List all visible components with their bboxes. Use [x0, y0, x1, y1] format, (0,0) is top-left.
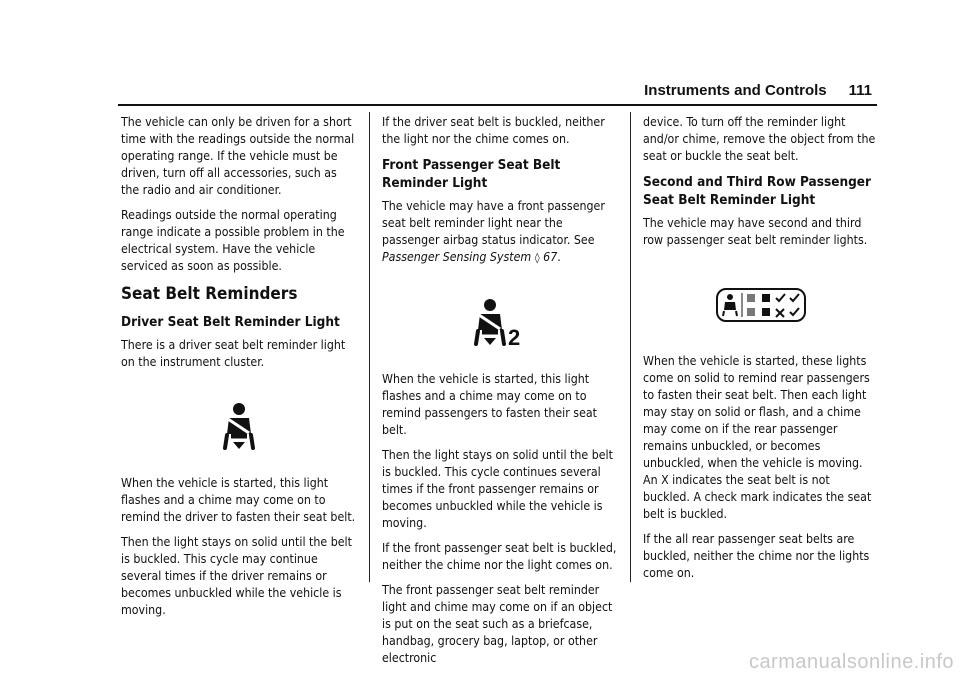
paragraph: The vehicle can only be driven for a short time with the readings outside the normal operating range. If the vehicle must be driven, turn off all accessories, such as the radio and air conditioner. [121, 115, 355, 197]
subsection-heading: Second and Third Row Passenger Seat Belt Reminder Light [643, 174, 872, 208]
paragraph: The vehicle may have second and third row passenger seat belt reminder lights. [643, 216, 868, 247]
subsection-heading: Front Passenger Seat Belt Reminder Light [382, 157, 561, 191]
section-heading: Seat Belt Reminders [121, 284, 298, 304]
column-divider [630, 112, 631, 582]
paragraph: Readings outside the normal operating range indicate a possible problem in the electrical system. Have the vehicle serviced as soon as possible. [121, 208, 345, 273]
paragraph-text: The vehicle may have a front passenger seat belt reminder light near the passenger airbag status indicator. See [382, 199, 605, 247]
column-2 [382, 114, 618, 675]
subsection-heading: Driver Seat Belt Reminder Light [121, 314, 340, 330]
paragraph: When the vehicle is started, this light flashes and a chime may come on to remind passengers to fasten their seat belt. [382, 372, 597, 437]
paragraph-end: . [557, 250, 561, 264]
section-title: Instruments and Controls [644, 82, 827, 99]
paragraph: device. To turn off the reminder light and/or chime, remove the object from the seat or buckle the seat belt. [643, 115, 876, 163]
column-divider [369, 112, 370, 582]
seatbelt-reminder-icon [121, 379, 357, 475]
paragraph: If the driver seat belt is buckled, neither the light nor the chime comes on. [382, 115, 605, 146]
cross-reference-link[interactable]: Passenger Sensing System [382, 250, 532, 264]
paragraph: If the front passenger seat belt is buckled, neither the chime nor the light comes on. [382, 541, 617, 572]
page-number: 111 [848, 82, 872, 99]
paragraph: Then the light stays on solid until the belt is buckled. This cycle may continue several times if the driver remains or becomes unbuckled while the vehicle is moving. [121, 535, 352, 617]
page-reference[interactable]: 67 [543, 250, 558, 264]
header-rule [118, 104, 877, 106]
paragraph: When the vehicle is started, these lights come on solid to remind rear passengers to fasten their seat belt. Then each light may stay on solid or flash, and a chime may come on if the rear passenger remains unbuckled, or becomes unbuckled, when the vehicle is moving. An X indicates the seat belt is not buckled. A check mark indicates the seat belt is buckled. [643, 354, 872, 521]
paragraph: There is a driver seat belt reminder light on the instrument cluster. [121, 338, 346, 369]
paragraph: The front passenger seat belt reminder light and chime may come on if an object is put on the seat such as a briefcase, handbag, grocery bag, laptop, or other electronic [382, 583, 613, 665]
paragraph: Then the light stays on solid until the belt is buckled. This cycle continues several times if the front passenger remains or becomes unbuckled while the vehicle is moving. [382, 448, 613, 530]
watermark: carmanualsonline.info [748, 651, 954, 673]
paragraph: If the all rear passenger seat belts are buckled, neither the chime nor the lights come on. [643, 532, 870, 580]
page-ref-arrow-icon: ◊ [534, 253, 540, 264]
passenger-seatbelt-reminder-icon [382, 275, 618, 371]
page-header [644, 82, 872, 99]
column-3 [643, 114, 879, 590]
paragraph: When the vehicle is started, this light flashes and a chime may come on to remind the driver to fasten their seat belt. [121, 476, 356, 524]
paragraph [382, 198, 618, 267]
seat-number-label: 2 [508, 325, 521, 348]
column-1 [121, 114, 357, 627]
rear-seatbelt-status-icon [643, 257, 879, 353]
